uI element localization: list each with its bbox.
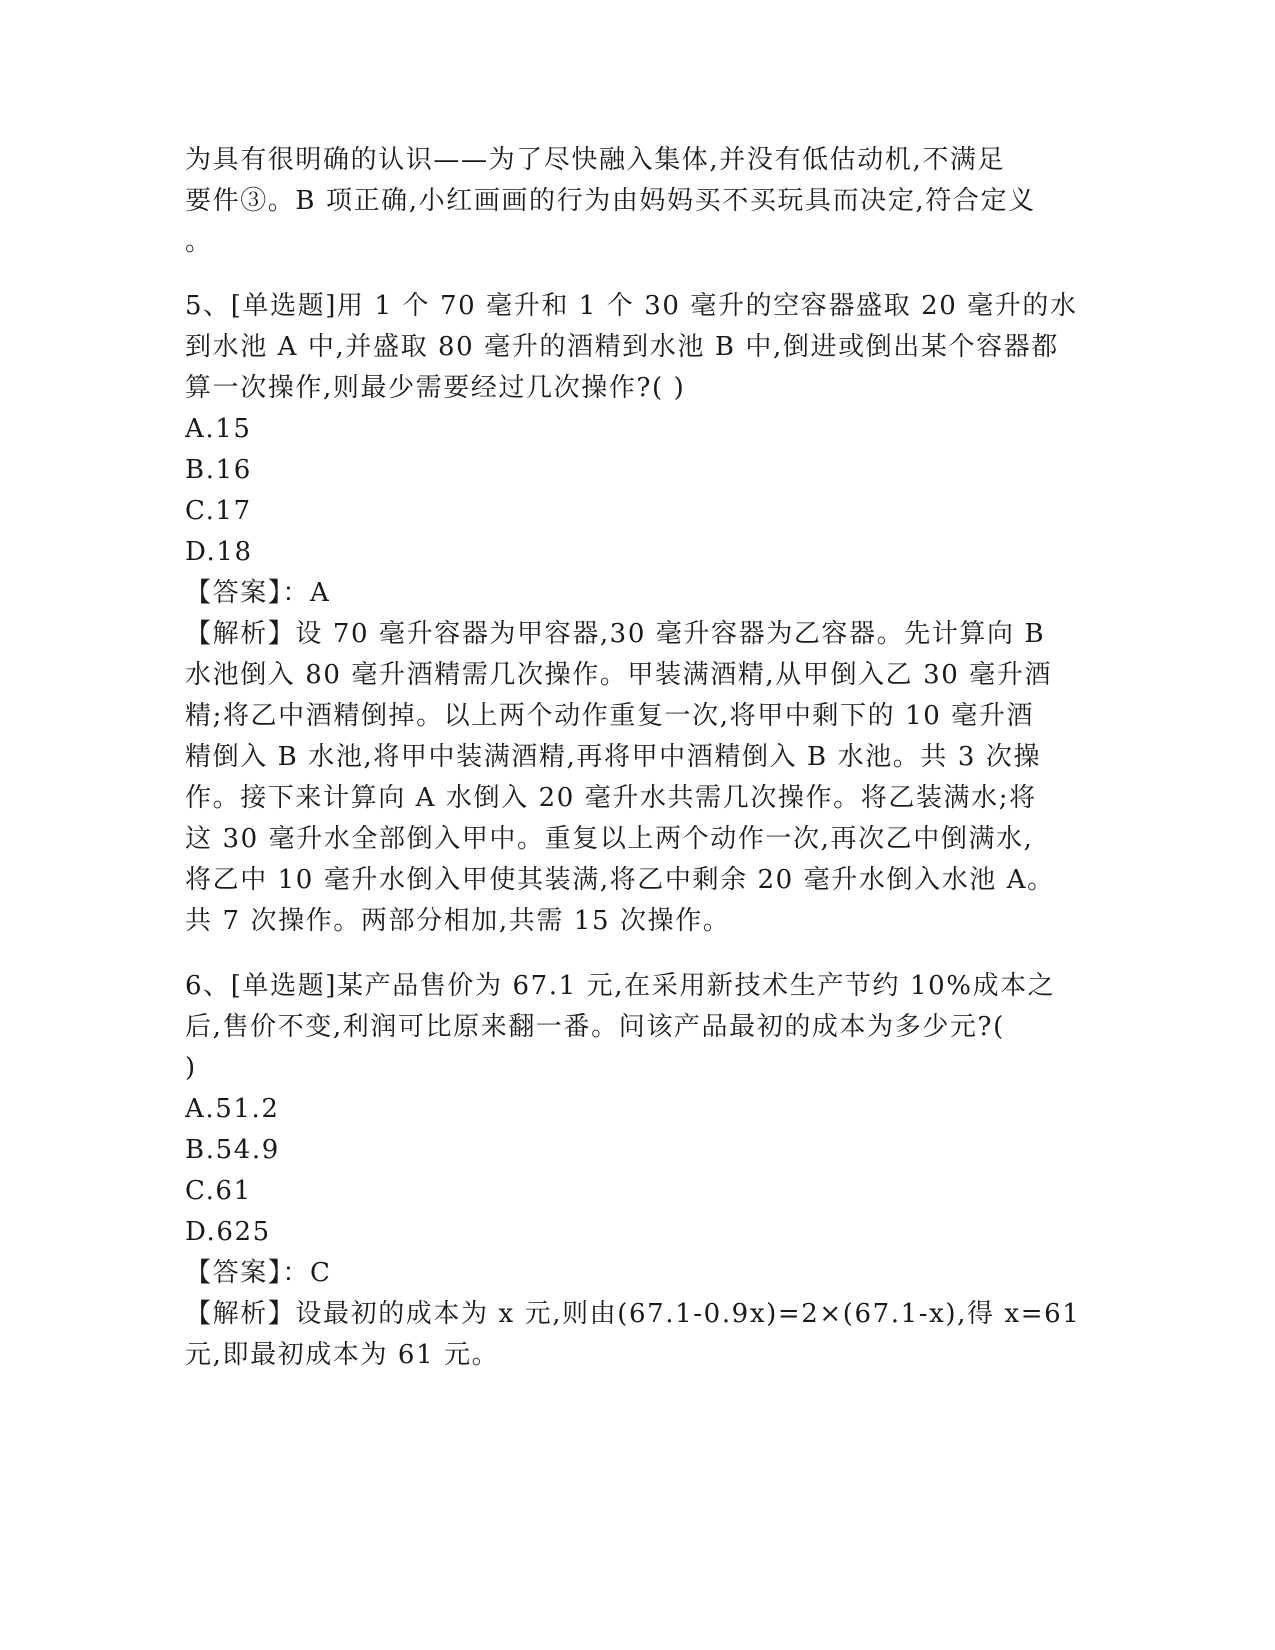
- q5-option-b: B.16: [185, 455, 252, 485]
- q6-option-c: C.61: [185, 1176, 252, 1206]
- q5-option-d: D.18: [185, 537, 253, 567]
- q5-analysis-line-1: 【解析】设 70 毫升容器为甲容器,30 毫升容器为乙容器。先计算向 B: [185, 619, 1046, 649]
- q5-answer: 【答案】：A: [185, 578, 331, 608]
- document-page: [185, 0, 1085, 1650]
- intro-line-1: 为具有很明确的认识——为了尽快融入集体,并没有低估动机,不满足: [185, 145, 1006, 175]
- intro-line-3: 。: [185, 227, 213, 257]
- q5-analysis-line-5: 作。接下来计算向 A 水倒入 20 毫升水共需几次操作。将乙装满水;将: [185, 783, 1037, 813]
- q5-stem-line-3: 算一次操作,则最少需要经过几次操作?( ): [185, 373, 686, 403]
- q5-stem-line-2: 到水池 A 中,并盛取 80 毫升的酒精到水池 B 中,倒进或倒出某个容器都: [185, 332, 1059, 362]
- q6-option-a: A.51.2: [185, 1094, 280, 1124]
- intro-line-2: 要件③。B 项正确,小红画画的行为由妈妈买不买玩具而决定,符合定义: [185, 186, 1036, 216]
- q5-analysis-line-3: 精;将乙中酒精倒掉。以上两个动作重复一次,将甲中剩下的 10 毫升酒: [185, 701, 1035, 731]
- q6-stem-line-3: ): [185, 1053, 197, 1083]
- q6-analysis-line-2: 元,即最初成本为 61 元。: [185, 1340, 500, 1370]
- q6-option-d: D.625: [185, 1217, 271, 1247]
- q5-option-c: C.17: [185, 496, 252, 526]
- q5-stem-line-1: 5、[单选题]用 1 个 70 毫升和 1 个 30 毫升的空容器盛取 20 毫升的水: [185, 291, 1078, 321]
- q6-option-b: B.54.9: [185, 1135, 280, 1165]
- q5-analysis-line-8: 共 7 次操作。两部分相加,共需 15 次操作。: [185, 906, 731, 936]
- q5-analysis-line-7: 将乙中 10 毫升水倒入甲使其装满,将乙中剩余 20 毫升水倒入水池 A。: [185, 865, 1055, 895]
- q5-analysis-line-2: 水池倒入 80 毫升酒精需几次操作。甲装满酒精,从甲倒入乙 30 毫升酒: [185, 660, 1053, 690]
- q5-analysis-line-6: 这 30 毫升水全部倒入甲中。重复以上两个动作一次,再次乙中倒满水,: [185, 824, 1034, 854]
- q6-answer: 【答案】：C: [185, 1258, 332, 1288]
- q5-analysis-line-4: 精倒入 B 水池,将甲中装满酒精,再将甲中酒精倒入 B 水池。共 3 次操: [185, 742, 1042, 772]
- q5-option-a: A.15: [185, 414, 252, 444]
- q6-analysis-line-1: 【解析】设最初的成本为 x 元,则由(67.1-0.9x)=2×(67.1-x),得 x=61: [185, 1299, 1081, 1329]
- q6-stem-line-2: 后,售价不变,利润可比原来翻一番。问该产品最初的成本为多少元?(: [185, 1012, 1005, 1042]
- q6-stem-line-1: 6、[单选题]某产品售价为 67.1 元,在采用新技术生产节约 10%成本之: [185, 971, 1056, 1001]
